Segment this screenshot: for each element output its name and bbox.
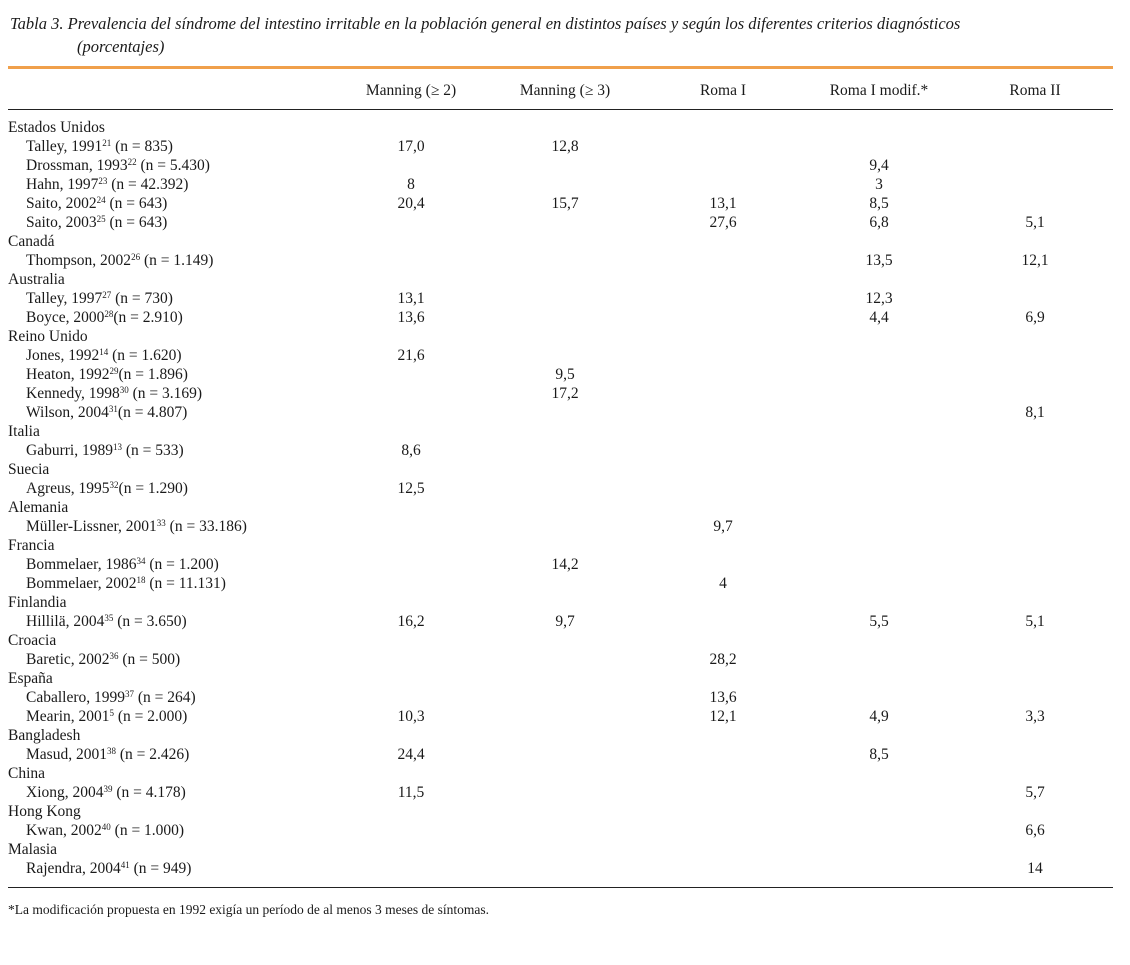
study-sample-size: (n = 2.000) — [114, 708, 188, 725]
study-label — [26, 574, 226, 593]
study-author: Rajendra, 2004 — [26, 860, 121, 877]
study-sample-size: (n = 11.131) — [145, 575, 226, 592]
study-sample-size: (n = 1.200) — [145, 556, 219, 573]
study-reference: 23 — [98, 176, 108, 186]
study-reference: 21 — [102, 138, 112, 148]
study-row — [0, 821, 1130, 840]
study-author: Saito, 2002 — [26, 195, 97, 212]
country-name: Croacia — [8, 632, 57, 649]
country-name: España — [8, 670, 53, 687]
value-cell: 9,4 — [869, 157, 889, 174]
country-row — [0, 270, 1130, 289]
country-name: Alemania — [8, 499, 69, 516]
value-cell: 8,6 — [401, 442, 421, 459]
value-cell: 12,8 — [551, 138, 579, 155]
country-row — [0, 460, 1130, 479]
study-reference: 28 — [104, 309, 114, 319]
country-row — [0, 118, 1130, 137]
study-label — [26, 650, 180, 669]
study-row — [0, 308, 1130, 327]
value-cell: 12,1 — [709, 708, 737, 725]
value-cell: 13,5 — [865, 252, 893, 269]
study-author: Agreus, 1995 — [26, 480, 110, 497]
study-author: Saito, 2003 — [26, 214, 97, 231]
study-row — [0, 137, 1130, 156]
study-sample-size: (n = 643) — [105, 195, 168, 212]
study-reference: 32 — [109, 480, 119, 490]
study-reference: 14 — [99, 347, 109, 357]
study-reference: 37 — [125, 689, 135, 699]
value-cell: 5,7 — [1025, 784, 1045, 801]
col-header-manning-2: Manning (≥ 2) — [365, 82, 457, 99]
country-row — [0, 327, 1130, 346]
value-cell: 20,4 — [397, 195, 425, 212]
study-author: Masud, 2001 — [26, 746, 107, 763]
country-name: Malasia — [8, 841, 58, 858]
study-author: Mearin, 2001 — [26, 708, 110, 725]
study-sample-size: (n = 533) — [121, 442, 184, 459]
study-sample-size: (n = 835) — [111, 138, 173, 155]
value-cell: 6,9 — [1025, 309, 1045, 326]
value-cell: 24,4 — [397, 746, 425, 763]
country-name: Suecia — [8, 461, 50, 478]
study-sample-size: (n = 3.169) — [128, 385, 203, 402]
study-label — [26, 783, 186, 802]
study-label — [26, 137, 173, 156]
value-cell: 13,1 — [709, 195, 737, 212]
study-sample-size: (n = 1.620) — [108, 347, 182, 364]
col-header-manning-3: Manning (≥ 3) — [519, 82, 611, 99]
study-author: Baretic, 2002 — [26, 651, 110, 668]
study-reference: 31 — [108, 404, 118, 414]
country-row — [0, 422, 1130, 441]
study-reference: 5 — [109, 708, 115, 718]
value-cell: 17,2 — [551, 385, 579, 402]
study-author: Caballero, 1999 — [26, 689, 126, 706]
study-row — [0, 194, 1130, 213]
value-cell: 9,7 — [555, 613, 575, 630]
value-cell: 6,6 — [1025, 822, 1045, 839]
study-author: Boyce, 2000 — [26, 309, 105, 326]
country-name: Reino Unido — [8, 328, 88, 345]
study-reference: 27 — [102, 290, 112, 300]
country-name: Bangladesh — [8, 727, 81, 744]
study-sample-size: (n = 2.426) — [115, 746, 190, 763]
study-label — [26, 441, 184, 460]
study-label — [26, 365, 188, 384]
study-label — [26, 821, 184, 840]
value-cell: 9,7 — [713, 518, 733, 535]
study-author: Hillilä, 2004 — [26, 613, 105, 630]
study-label — [26, 707, 187, 726]
country-name: Australia — [8, 271, 65, 288]
value-cell: 28,2 — [709, 651, 737, 668]
study-author: Xiong, 2004 — [26, 784, 104, 801]
study-reference: 18 — [136, 575, 146, 585]
study-author: Müller-Lissner, 2001 — [26, 518, 157, 535]
study-reference: 41 — [120, 860, 130, 870]
value-cell: 10,3 — [397, 708, 425, 725]
study-label — [26, 403, 187, 422]
value-cell: 9,5 — [555, 366, 575, 383]
country-row — [0, 536, 1130, 555]
study-label — [26, 308, 183, 327]
study-sample-size: (n = 500) — [118, 651, 181, 668]
study-author: Wilson, 2004 — [26, 404, 109, 421]
study-sample-size: (n = 949) — [129, 860, 192, 877]
study-row — [0, 650, 1130, 669]
country-row — [0, 802, 1130, 821]
col-header-roma-2: Roma II — [1009, 82, 1061, 99]
country-row — [0, 840, 1130, 859]
table-footnote: *La modificación propuesta en 1992 exigía un período de al menos 3 meses de síntomas. — [8, 902, 490, 917]
study-reference: 39 — [103, 784, 113, 794]
study-row — [0, 783, 1130, 802]
country-name: Finlandia — [8, 594, 67, 611]
country-row — [0, 764, 1130, 783]
study-row — [0, 517, 1130, 536]
study-label — [26, 213, 167, 232]
study-reference: 30 — [119, 385, 129, 395]
value-cell: 4,9 — [869, 708, 889, 725]
country-name: China — [8, 765, 46, 782]
caption-line-2: (porcentajes) — [77, 37, 165, 56]
study-row — [0, 213, 1130, 232]
study-row — [0, 555, 1130, 574]
study-row — [0, 346, 1130, 365]
value-cell: 12,5 — [397, 480, 425, 497]
study-label — [26, 251, 213, 270]
study-sample-size: (n = 1.000) — [110, 822, 185, 839]
study-row — [0, 384, 1130, 403]
value-cell: 8,5 — [869, 746, 889, 763]
study-reference: 35 — [104, 613, 114, 623]
col-header-roma-1-modif: Roma I modif.* — [829, 82, 929, 99]
study-row — [0, 612, 1130, 631]
country-name: Canadá — [8, 233, 55, 250]
study-sample-size: (n = 2.910) — [113, 309, 183, 326]
study-sample-size: (n = 1.290) — [118, 480, 188, 497]
study-author: Kwan, 2002 — [26, 822, 102, 839]
study-sample-size: (n = 1.896) — [118, 366, 188, 383]
country-name: Hong Kong — [8, 803, 81, 820]
country-row — [0, 593, 1130, 612]
value-cell: 14,2 — [551, 556, 579, 573]
study-label — [26, 688, 196, 707]
caption-line-1: Tabla 3. Prevalencia del síndrome del intestino irritable en la población general en distintos países y según los diferentes criterios diagnósticos — [10, 14, 961, 33]
study-author: Bommelaer, 2002 — [26, 575, 137, 592]
study-reference: 24 — [96, 195, 106, 205]
study-label — [26, 517, 247, 536]
value-cell: 17,0 — [397, 138, 425, 155]
value-cell: 12,3 — [865, 290, 893, 307]
study-sample-size: (n = 4.178) — [112, 784, 186, 801]
study-label — [26, 346, 182, 365]
value-cell: 4,4 — [869, 309, 889, 326]
study-author: Gaburri, 1989 — [26, 442, 113, 459]
study-label — [26, 175, 188, 194]
study-author: Heaton, 1992 — [26, 366, 110, 383]
study-row — [0, 156, 1130, 175]
value-cell: 5,1 — [1025, 214, 1045, 231]
country-name: Estados Unidos — [8, 119, 105, 136]
country-name: Francia — [8, 537, 55, 554]
value-cell: 6,8 — [869, 214, 889, 231]
bottom-rule — [8, 887, 1113, 888]
study-author: Thompson, 2002 — [26, 252, 132, 269]
value-cell: 15,7 — [551, 195, 579, 212]
study-reference: 13 — [112, 442, 122, 452]
study-label — [26, 194, 167, 213]
value-cell: 12,1 — [1021, 252, 1049, 269]
study-author: Drossman, 1993 — [26, 157, 128, 174]
study-row — [0, 707, 1130, 726]
study-sample-size: (n = 730) — [111, 290, 173, 307]
header-rule — [8, 109, 1113, 110]
value-cell: 16,2 — [397, 613, 425, 630]
study-sample-size: (n = 3.650) — [113, 613, 187, 630]
value-cell: 5,5 — [869, 613, 889, 630]
study-sample-size: (n = 643) — [105, 214, 168, 231]
study-sample-size: (n = 1.149) — [140, 252, 214, 269]
country-row — [0, 669, 1130, 688]
study-row — [0, 574, 1130, 593]
study-reference: 34 — [136, 556, 146, 566]
value-cell: 14 — [1027, 860, 1043, 877]
study-row — [0, 365, 1130, 384]
value-cell: 27,6 — [709, 214, 737, 231]
top-orange-rule — [8, 66, 1113, 69]
study-reference: 29 — [109, 366, 119, 376]
study-row — [0, 479, 1130, 498]
study-author: Talley, 1991 — [26, 138, 103, 155]
study-sample-size: (n = 4.807) — [117, 404, 188, 421]
value-cell: 8,5 — [869, 195, 889, 212]
study-row — [0, 403, 1130, 422]
country-row — [0, 726, 1130, 745]
table-caption — [10, 12, 1110, 58]
study-reference: 33 — [156, 518, 166, 528]
value-cell: 13,6 — [397, 309, 425, 326]
study-reference: 22 — [127, 157, 137, 167]
study-reference: 26 — [131, 252, 141, 262]
value-cell: 11,5 — [397, 784, 425, 801]
study-reference: 36 — [109, 651, 119, 661]
study-row — [0, 688, 1130, 707]
study-sample-size: (n = 42.392) — [107, 176, 189, 193]
study-label — [26, 555, 219, 574]
value-cell: 8,1 — [1025, 404, 1045, 421]
value-cell: 3,3 — [1025, 708, 1045, 725]
study-label — [26, 479, 188, 498]
study-label — [26, 289, 173, 308]
study-row — [0, 175, 1130, 194]
country-row — [0, 232, 1130, 251]
study-author: Bommelaer, 1986 — [26, 556, 137, 573]
study-reference: 25 — [96, 214, 106, 224]
study-label — [26, 384, 202, 403]
country-name: Italia — [8, 423, 40, 440]
value-cell: 13,1 — [397, 290, 425, 307]
study-sample-size: (n = 264) — [134, 689, 196, 706]
table-body — [0, 118, 1130, 878]
study-author: Hahn, 1997 — [26, 176, 99, 193]
study-row — [0, 289, 1130, 308]
study-row — [0, 745, 1130, 764]
study-label — [26, 859, 191, 878]
value-cell: 4 — [719, 575, 727, 592]
value-cell: 8 — [407, 176, 415, 193]
study-label — [26, 612, 187, 631]
study-author: Talley, 1997 — [26, 290, 103, 307]
study-reference: 40 — [101, 822, 111, 832]
study-row — [0, 859, 1130, 878]
value-cell: 21,6 — [397, 347, 425, 364]
study-sample-size: (n = 33.186) — [165, 518, 247, 535]
study-label — [26, 745, 189, 764]
study-reference: 38 — [106, 746, 116, 756]
country-row — [0, 498, 1130, 517]
study-author: Kennedy, 1998 — [26, 385, 120, 402]
study-label — [26, 156, 210, 175]
study-author: Jones, 1992 — [26, 347, 100, 364]
value-cell: 3 — [875, 176, 883, 193]
study-row — [0, 251, 1130, 270]
study-row — [0, 441, 1130, 460]
value-cell: 5,1 — [1025, 613, 1045, 630]
study-sample-size: (n = 5.430) — [136, 157, 210, 174]
country-row — [0, 631, 1130, 650]
col-header-roma-1: Roma I — [699, 82, 747, 99]
value-cell: 13,6 — [709, 689, 737, 706]
